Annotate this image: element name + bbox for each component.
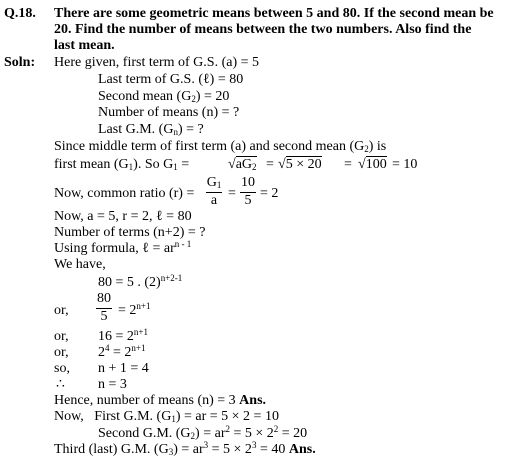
ratio-denominator-1: a — [210, 193, 218, 208]
first-gm-line: Now, First G.M. $(G_1)$ = ar = 5 × 2 = 10 — [54, 409, 279, 424]
step-3-label: or, — [54, 329, 69, 344]
solution-label: Soln: — [4, 55, 36, 70]
given-last-term: Last term of G.S. (ℓ) = 80 — [98, 72, 244, 87]
question-line-3: last mean. — [54, 38, 115, 53]
middle-term-text: Since middle term of first term (a) and second mean $(G_2)$ is — [54, 139, 387, 154]
step-2-rhs: = $2^{n+1}$ — [118, 301, 151, 318]
step-1: 80 = 5 . $(2)^{n+2-1}$ — [98, 273, 183, 290]
given-first-term: Here given, first term of G.S. (a) = 5 — [54, 55, 260, 70]
third-gm-line: Third (last) G.M. $(G_3) = ar^3 = 5 \times 2^3 = 40$ Ans. — [54, 440, 316, 457]
num-terms-line: Number of terms (n+2) = ? — [54, 225, 206, 240]
sqrt-100: √100 — [358, 157, 387, 172]
ratio-numerator-1: $G_1$ — [206, 175, 222, 190]
ratio-numerator-2: 10 — [241, 175, 255, 190]
given-second-mean: Second mean $(G_2) = 20$ — [98, 89, 230, 104]
second-gm-line: Second G.M. $(G_2) = ar^2 = 5 \times 2^2 = 20$ — [98, 424, 308, 441]
question-number: Q.18. — [4, 6, 36, 21]
hence-line: Hence, number of means (n) = 3 Ans. — [54, 393, 267, 408]
equals-sign-1: = — [266, 157, 274, 172]
ratio-denominator-2: 5 — [244, 193, 252, 208]
question-line-2: 20. Find the number of means between the two numbers. Also find the — [54, 22, 472, 37]
step-5: n + 1 = 4 — [98, 361, 149, 376]
unknown-last-gm: Last G.M. $(G_n)$ = ? — [98, 122, 204, 137]
step-6: n = 3 — [98, 377, 127, 392]
step-2-numerator: 80 — [97, 291, 111, 306]
therefore-symbol: ∴ — [56, 377, 65, 392]
ratio-result: = 2 — [260, 186, 279, 201]
unknown-num-means: Number of means (n) = ? — [98, 105, 240, 120]
values-line: Now, a = 5, r = 2, ℓ = 80 — [54, 209, 192, 224]
we-have-line: We have, — [54, 257, 106, 272]
sqrt-5x20: √5 × 20 — [278, 157, 322, 172]
first-mean-result: = 10 — [392, 157, 418, 172]
sqrt-aG2: $√aG_2$ — [228, 157, 257, 172]
formula-line: Using formula, ℓ = $ar^{n - 1}$ — [54, 239, 192, 256]
question-line-1: There are some geometric means between 5 and 80. If the second mean be — [54, 6, 494, 21]
step-2-denominator: 5 — [100, 309, 108, 324]
equals-sign-3: = — [228, 186, 236, 201]
first-mean-text: first mean $(G_1)$. So $G_1$ = — [54, 157, 190, 172]
equals-sign-2: = — [344, 157, 352, 172]
step-2-label: or, — [54, 303, 69, 318]
step-3: $16 = 2^{n+1}$ — [98, 327, 148, 344]
step-4: $2^4 = 2^{n+1}$ — [98, 343, 146, 360]
step-4-label: or, — [54, 345, 69, 360]
ratio-label: Now, common ratio (r) = — [54, 186, 195, 201]
step-5-label: so, — [54, 361, 70, 376]
